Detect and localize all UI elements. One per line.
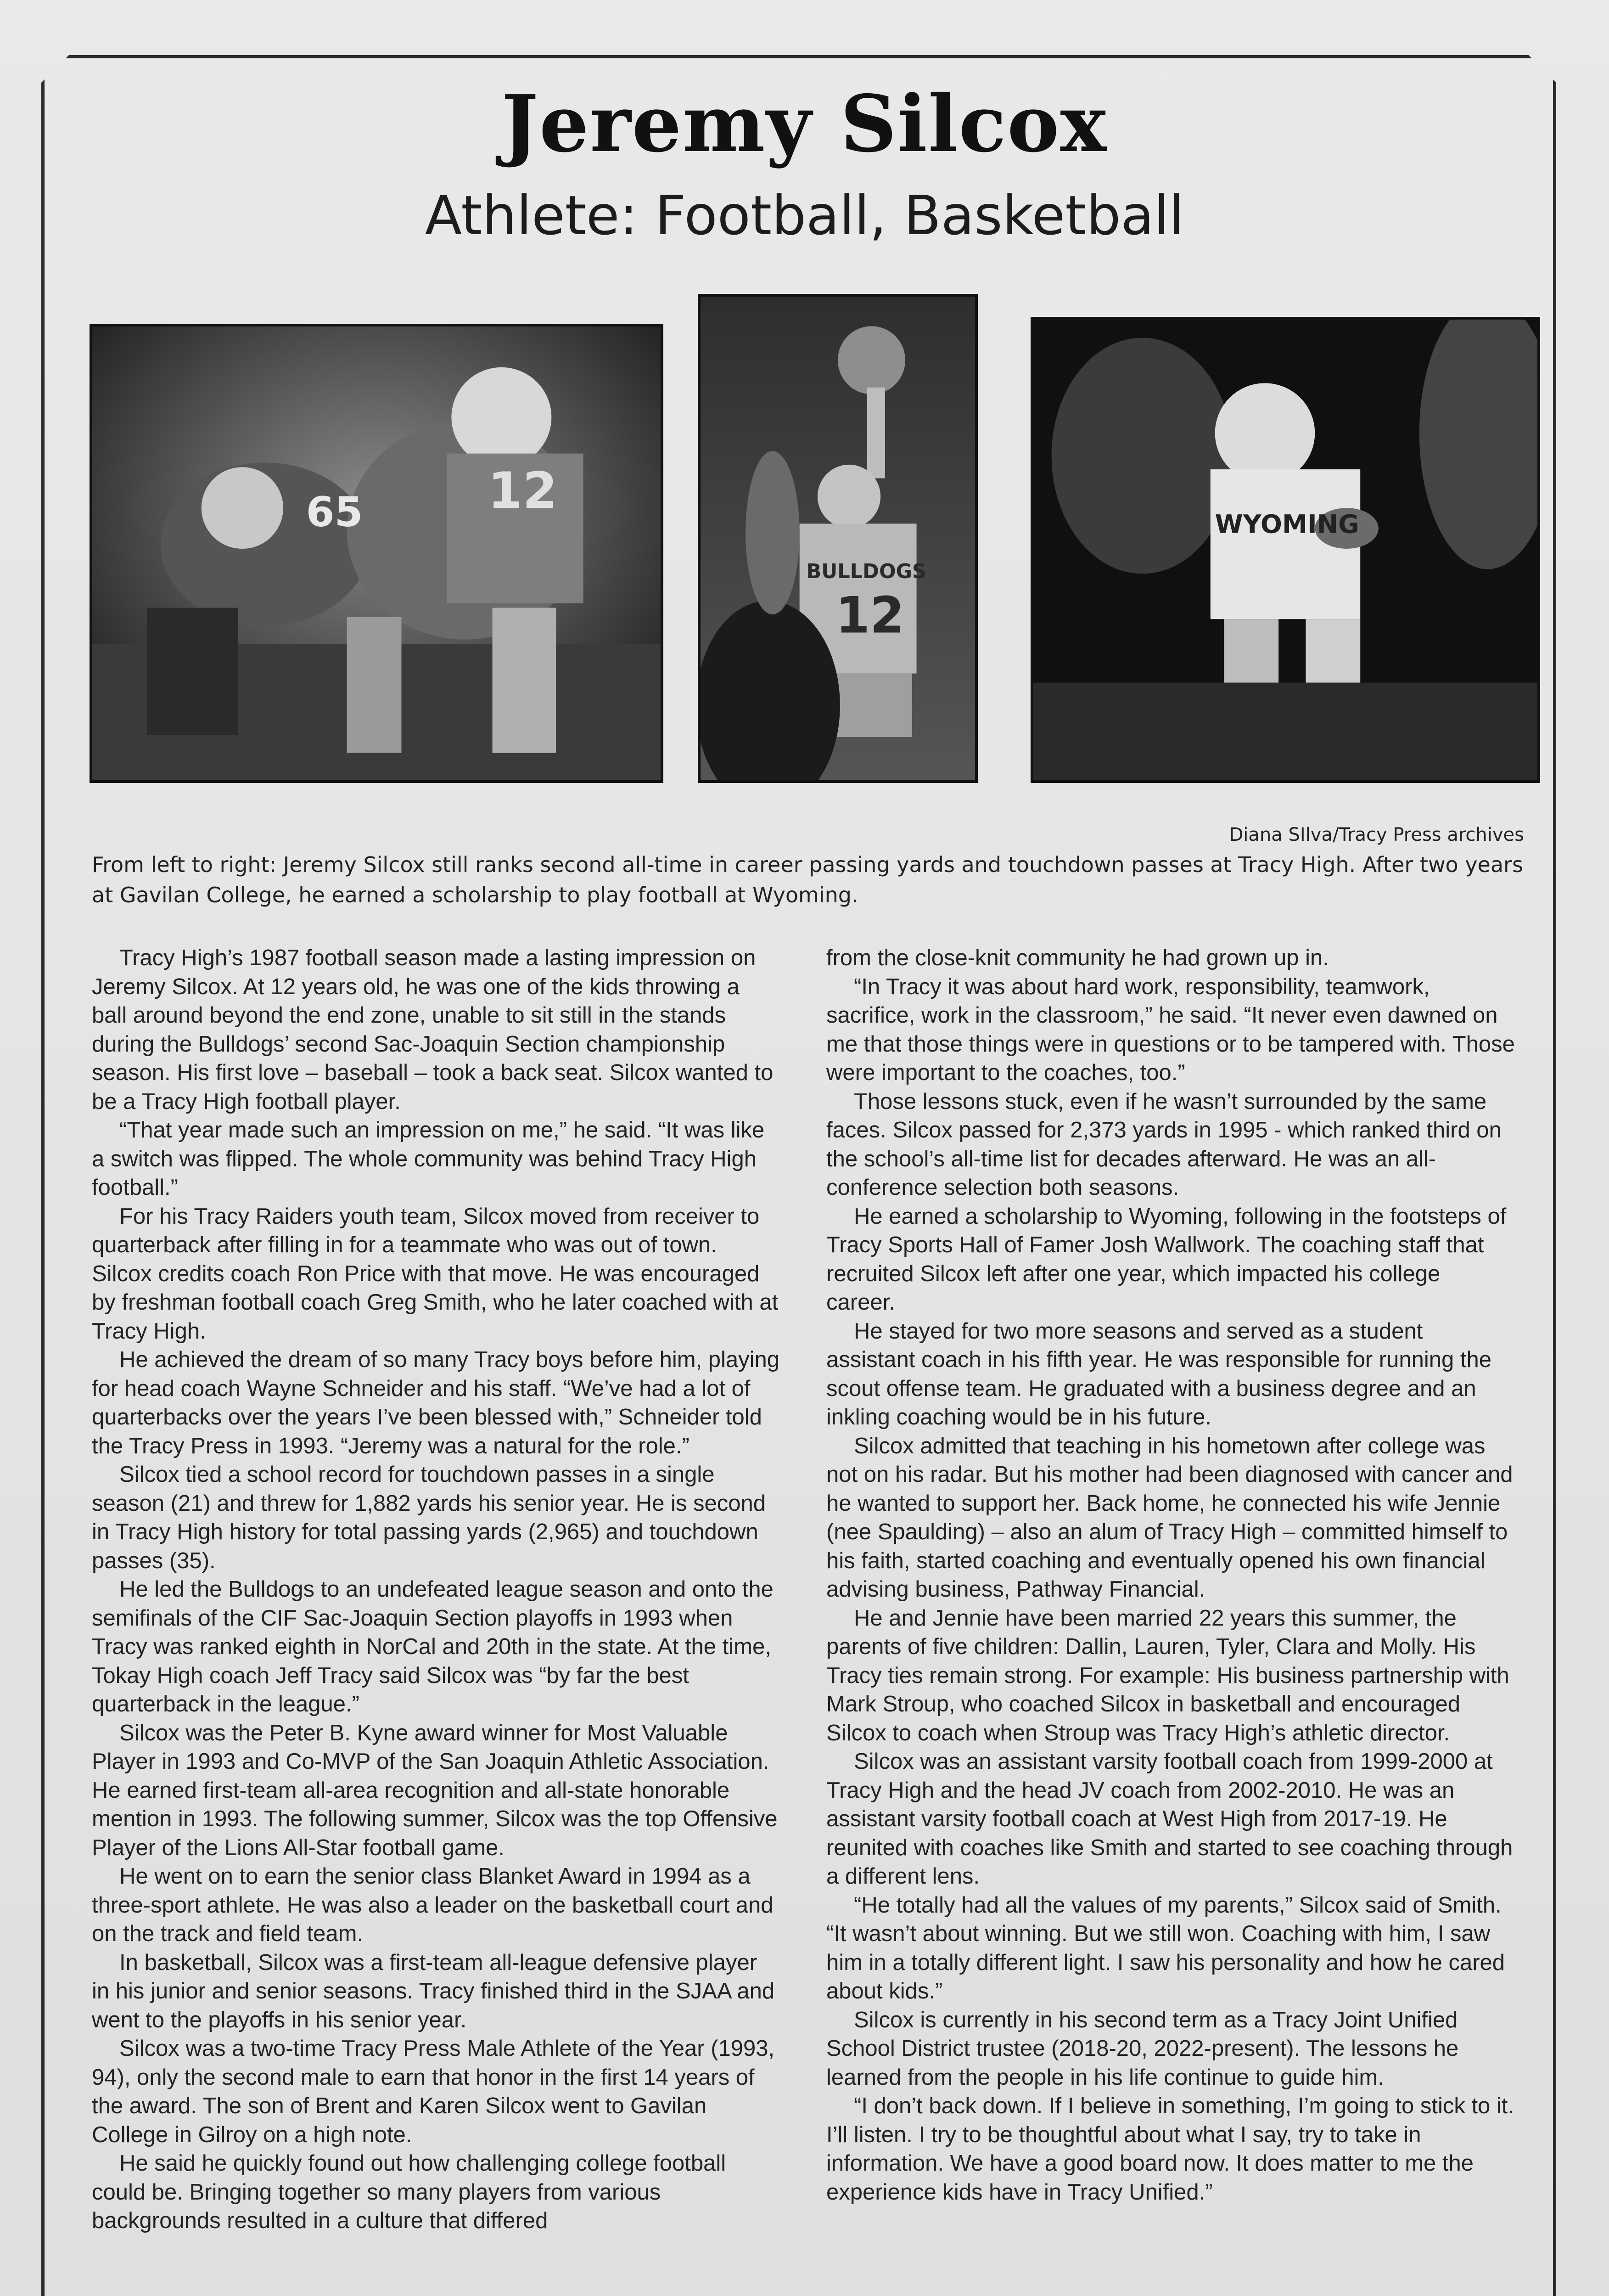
article-paragraph: “In Tracy it was about hard work, responsibility, teamwork, sacrifice, work in the classroom,” he said. “It never even dawned on me that those things were in questions or to be tampered with. Those were important to the coaches, too.” [826,974,1515,1085]
article-paragraph: He and Jennie have been married 22 years this summer, the parents of five children: Dallin, Lauren, Tyler, Clara and Molly. His Tracy ties remain strong. For example: His business partnership with Mark Stroup, who coached Silcox in basketball and encouraged Silcox to coach when Stroup was Tracy High’s athletic director. [826,1605,1509,1745]
article-paragraph: Those lessons stuck, even if he wasn’t surrounded by the same faces. Silcox passed for 2,373 yards in 1995 - which ranked third on the school’s all-time list for decades afterward. He was an all-conference selection both seasons. [826,1089,1502,1200]
photo-football-line [90,324,663,783]
article-paragraph: He said he quickly found out how challenging college football could be. Bringing together so many players from various backgrounds resulted in a culture that differed [92,2151,726,2233]
photo-caption: From left to right: Jeremy Silcox still ranks second all-time in career passing yards and touchdown passes at Tracy High. After two years at Gavilan College, he earned a scholarship to play football at Wyoming. [92,852,1523,907]
article-paragraph: Tracy High’s 1987 football season made a lasting impression on Jeremy Silcox. At 12 years old, he was one of the kids throwing a ball around beyond the end zone, unable to sit still in the stands during the Bulldogs’ second Sac-Joaquin Section championship season. His first love – baseball – took a back seat. Silcox wanted to be a Tracy High football player. [92,945,774,1114]
jersey-wyoming: WYOMING [1215,510,1359,540]
photo-wyoming-run [1031,317,1540,783]
article-paragraph: In basketball, Silcox was a first-team all-league defensive player in his junior and senior seasons. Tracy finished third in the SJAA and went to the playoffs in his senior year. [92,1950,775,2032]
article-paragraph: Silcox was the Peter B. Kyne award winner for Most Valuable Player in 1993 and Co-MVP of the San Joaquin Athletic Association. He earned first-team all-area recognition and all-state honorable mention in 1993. The following summer, Silcox was the top Offensive Player of the Lions All-Star football game. [92,1720,778,1860]
jersey-number-65: 65 [306,488,363,536]
article-paragraph: He led the Bulldogs to an undefeated league season and onto the semifinals of the CIF Sac-Joaquin Section playoffs in 1993 when Tracy was ranked eighth in NorCal and 20th in the state. At the time, Tokay High coach Jeff Tracy said Silcox was “by far the best quarterback in the league.” [92,1577,774,1716]
article-paragraph: Silcox was a two-time Tracy Press Male Athlete of the Year (1993, 94), only the second male to earn that honor in the first 14 years of the award. The son of Brent and Karen Silcox went to Gavilan College in Gilroy on a high note. [92,2036,775,2147]
article-paragraph: “He totally had all the values of my parents,” Silcox said of Smith. “It wasn’t about winning. But we still won. Coaching with him, I saw him in a totally different light. I saw his personality and how he cared about kids.” [826,1892,1505,2003]
article-paragraph: “I don’t back down. If I believe in something, I’m going to stick to it. I’ll listen. I try to be thoughtful about what I say, try to take in information. We have a good board now. It does matter to me the experience kids have in Tracy Unified.” [826,2093,1514,2205]
inductee-subtitle: Athlete: Football, Basketball [425,184,1184,247]
inductee-name: Jeremy Silcox [501,78,1108,170]
jersey-team-name: BULLDOGS [806,560,927,584]
article-paragraph-continued: from the close-knit community he had grown up in. [826,945,1329,970]
article-paragraph: Silcox tied a school record for touchdown passes in a single season (21) and threw for 1,882 yards his senior year. He is second in Tracy High history for total passing yards (2,965) and touchdown passes (35). [92,1462,766,1573]
article-paragraph: Silcox is currently in his second term as a Tracy Joint Unified School District trustee (2018-20, 2022-present). The lessons he learned from the people in his life continue to guide him. [826,2007,1459,2090]
jersey-number-12-mid: 12 [835,586,905,645]
article-paragraph: Silcox was an assistant varsity football coach from 1999-2000 at Tracy High and the head JV coach from 2002-2010. He was an assistant varsity football coach at West High from 2017-19. He reunited with coaches like Smith and started to see coaching through a different lens. [826,1749,1513,1889]
article-column-left [92,944,780,2235]
article-paragraph: Silcox admitted that teaching in his hometown after college was not on his radar. But his mother had been diagnosed with cancer and he wanted to support her. Back home, he connected his wife Jennie (nee Spaulding) – also an alum of Tracy High – committed himself to his faith, started coaching and eventually opened his own financial advising business, Pathway Financial. [826,1433,1513,1602]
article-column-right [826,944,1515,2206]
article-paragraph: He earned a scholarship to Wyoming, following in the footsteps of Tracy Sports Hall of Famer Josh Wallwork. The coaching staff that recruited Silcox left after one year, which impacted his college career. [826,1204,1507,1315]
article-paragraph: He went on to earn the senior class Blanket Award in 1994 as a three-sport athlete. He was also a leader on the basketball court and on the track and field team. [92,1864,774,1946]
article-paragraph: He stayed for two more seasons and served as a student assistant coach in his fifth year. He was responsible for running the scout offense team. He graduated with a business degree and an inkling coaching would be in his future. [826,1318,1491,1429]
article-paragraph: For his Tracy Raiders youth team, Silcox moved from receiver to quarterback after filling in for a teammate who was out of town. Silcox credits coach Ron Price with that move. He was encouraged by freshman football coach Greg Smith, who he later coached with at Tracy High. [92,1204,779,1344]
jersey-number-12: 12 [488,461,558,520]
article-paragraph: He achieved the dream of so many Tracy boys before him, playing for head coach Wayne Schneider and his staff. “We’ve had a lot of quarterbacks over the years I’ve been blessed with,” Schneider told the Tracy Press in 1993. “Jeremy was a natural for the role.” [92,1347,780,1458]
article-paragraph: “That year made such an impression on me,” he said. “It was like a switch was flipped. The whole community was behind Tracy High football.” [92,1118,765,1200]
photo-basketball-shot [698,294,978,783]
photo-credit: Diana SIlva/Tracy Press archives [1229,824,1524,845]
